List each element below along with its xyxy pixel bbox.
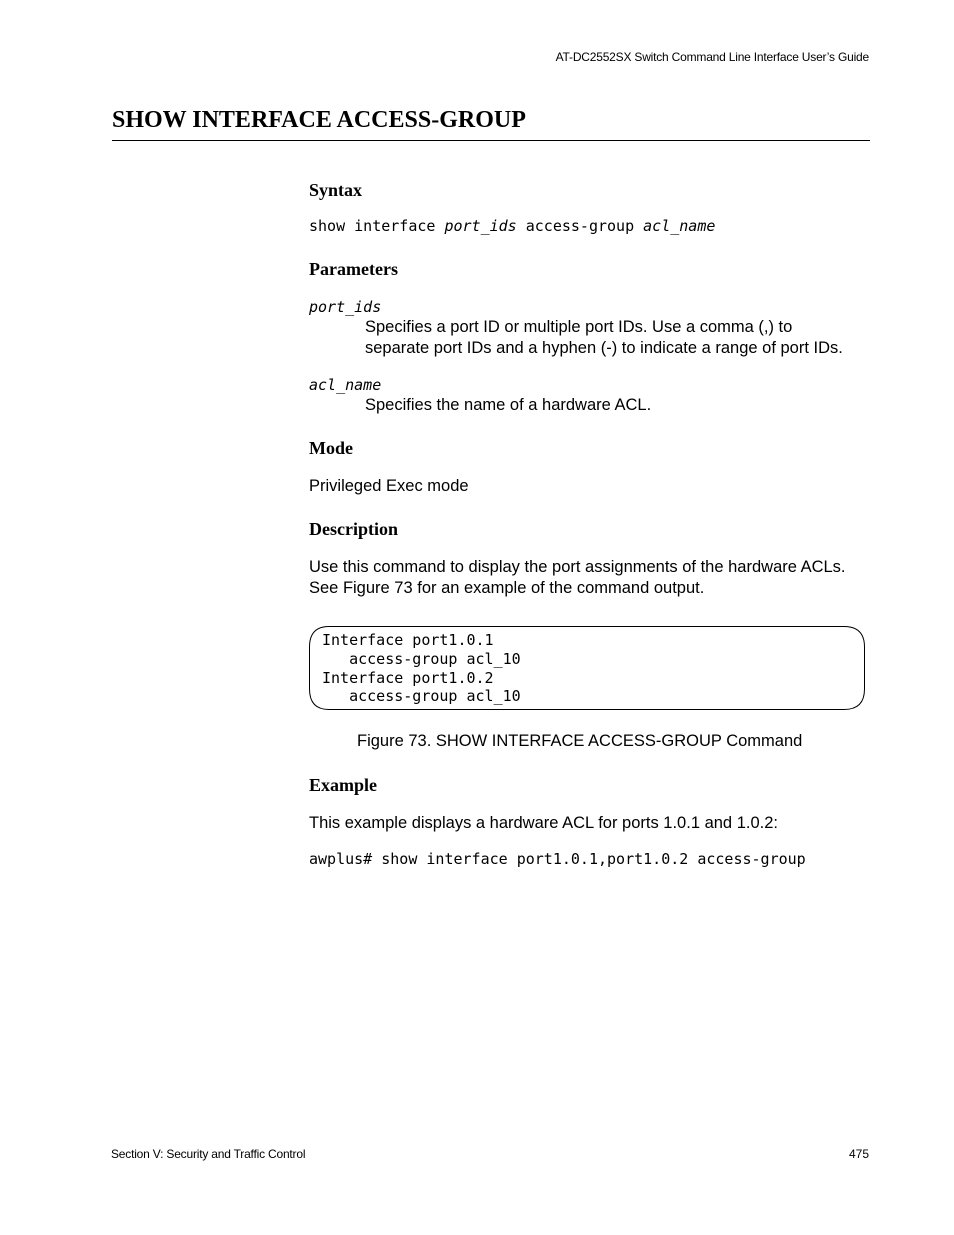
description-line: See Figure 73 for an example of the command output. xyxy=(309,579,705,597)
param-desc-line: Specifies a port ID or multiple port IDs. Use a comma (,) to xyxy=(365,318,793,336)
figure-output-box xyxy=(309,626,865,710)
footer-page-number: 475 xyxy=(848,1147,869,1161)
page-title: SHOW INTERFACE ACCESS-GROUP xyxy=(112,107,526,133)
syntax-param-port-ids: port_ids xyxy=(444,217,517,235)
syntax-cmd-part2: access-group xyxy=(516,217,644,235)
figure-caption: Figure 73. SHOW INTERFACE ACCESS-GROUP Command xyxy=(357,732,803,750)
title-rule xyxy=(112,140,870,141)
running-header: AT-DC2552SX Switch Command Line Interface User’s Guide xyxy=(555,50,869,64)
figure-line: Interface port1.0.2 xyxy=(322,669,494,687)
param-desc-acl-name xyxy=(365,395,885,416)
mode-heading: Mode xyxy=(309,438,353,458)
syntax-command xyxy=(309,217,715,235)
mode-text: Privileged Exec mode xyxy=(309,477,469,495)
example-text: This example displays a hardware ACL for ports 1.0.1 and 1.0.2: xyxy=(309,814,778,832)
example-heading: Example xyxy=(309,775,378,795)
footer-section: Section V: Security and Traffic Control xyxy=(111,1147,306,1161)
example-command: awplus# show interface port1.0.1,port1.0.2 access-group xyxy=(309,850,806,868)
param-desc-port-ids xyxy=(365,317,885,359)
syntax-heading: Syntax xyxy=(309,180,363,200)
figure-line: Interface port1.0.1 xyxy=(322,631,494,649)
syntax-cmd-part1: show interface xyxy=(309,217,445,235)
param-desc-line: Specifies the name of a hardware ACL. xyxy=(365,396,652,414)
description-heading: Description xyxy=(309,519,398,539)
description-text xyxy=(309,557,879,599)
parameters-heading: Parameters xyxy=(309,259,398,279)
param-name-acl-name: acl_name xyxy=(309,376,382,394)
param-desc-line: separate port IDs and a hyphen (-) to indicate a range of port IDs. xyxy=(365,339,843,357)
figure-line: access-group acl_10 xyxy=(322,687,521,705)
description-line: Use this command to display the port assignments of the hardware ACLs. xyxy=(309,558,846,576)
syntax-param-acl-name: acl_name xyxy=(643,217,716,235)
figure-line: access-group acl_10 xyxy=(322,650,521,668)
param-name-port-ids: port_ids xyxy=(309,298,382,316)
